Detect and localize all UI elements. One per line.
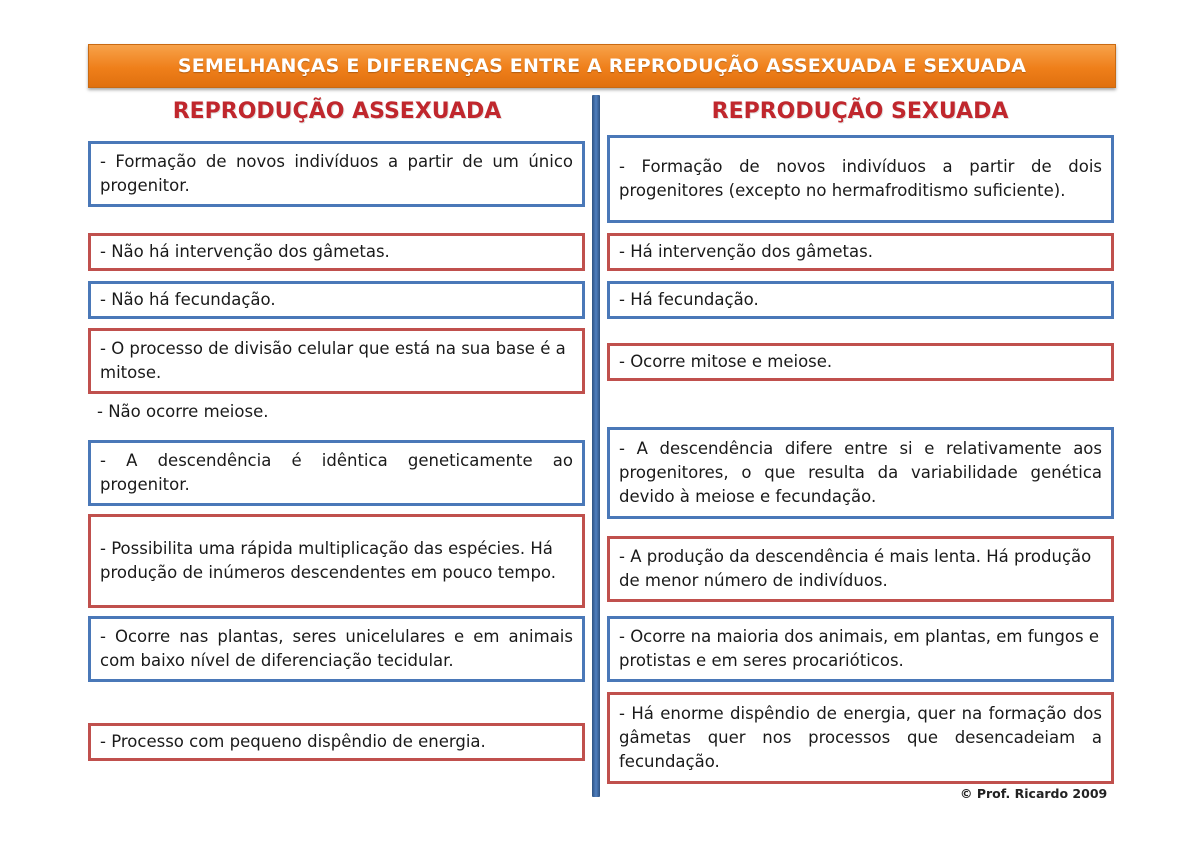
asexual-item-text: - Não há fecundação. (100, 290, 276, 309)
sexual-item-text: - Formação de novos indivíduos a partir de dois progenitores (excepto no hermafroditismo suficiente). (619, 157, 1102, 200)
asexual-item-text: - Possibilita uma rápida multiplicação das espécies. Há produção de inúmeros descendentes em pouco tempo. (100, 539, 556, 582)
sexual-item-5 (607, 427, 1114, 519)
heading-sexual: REPRODUÇÃO SEXUADA (711, 98, 1009, 124)
sexual-item-text: - Há intervenção dos gâmetas. (619, 242, 873, 261)
sexual-item-8 (607, 692, 1114, 784)
sexual-item-text: - Há enorme dispêndio de energia, quer na formação dos gâmetas quer nos processos que desencadeiam a fecundação. (619, 704, 1102, 771)
asexual-item-text: - Não há intervenção dos gâmetas. (100, 242, 390, 261)
asexual-item-6 (88, 440, 585, 506)
sexual-item-text: - Há fecundação. (619, 290, 759, 309)
sexual-item-2 (607, 233, 1114, 271)
asexual-item-text: - O processo de divisão celular que está na sua base é a mitose. (100, 339, 566, 382)
sexual-item-3 (607, 281, 1114, 319)
asexual-item-text: - A descendência é idêntica geneticamente ao progenitor. (100, 451, 573, 494)
sexual-item-text: - A produção da descendência é mais lenta. Há produção de menor número de indivíduos. (619, 547, 1092, 590)
sexual-item-7 (607, 616, 1114, 682)
column-divider (592, 95, 600, 797)
sexual-item-6 (607, 536, 1114, 602)
asexual-item-5: - Não ocorre meiose. (97, 402, 269, 421)
asexual-item-text: - Formação de novos indivíduos a partir de um único progenitor. (100, 152, 573, 195)
asexual-item-7 (88, 514, 585, 608)
sexual-item-text: - Ocorre na maioria dos animais, em plantas, em fungos e protistas e em seres procarióticos. (619, 627, 1099, 670)
sexual-item-1 (607, 135, 1114, 223)
page-title: SEMELHANÇAS E DIFERENÇAS ENTRE A REPRODUÇÃO ASSEXUADA E SEXUADA (88, 44, 1116, 88)
sexual-item-text: - Ocorre mitose e meiose. (619, 352, 833, 371)
asexual-item-2 (88, 233, 585, 271)
asexual-item-text: - Processo com pequeno dispêndio de energia. (100, 732, 486, 751)
sexual-item-4 (607, 343, 1114, 381)
heading-asexual: REPRODUÇÃO ASSEXUADA (172, 98, 502, 124)
asexual-item-4 (88, 328, 585, 394)
asexual-item-text: - Ocorre nas plantas, seres unicelulares e em animais com baixo nível de diferenciação tecidular. (100, 627, 573, 670)
asexual-item-8 (88, 616, 585, 682)
asexual-item-1 (88, 141, 585, 207)
asexual-item-3 (88, 281, 585, 319)
copyright-notice: © Prof. Ricardo 2009 (960, 786, 1108, 801)
asexual-item-9 (88, 723, 585, 761)
sexual-item-text: - A descendência difere entre si e relativamente aos progenitores, o que resulta da variabilidade genética devido à meiose e fecundação. (619, 439, 1102, 506)
